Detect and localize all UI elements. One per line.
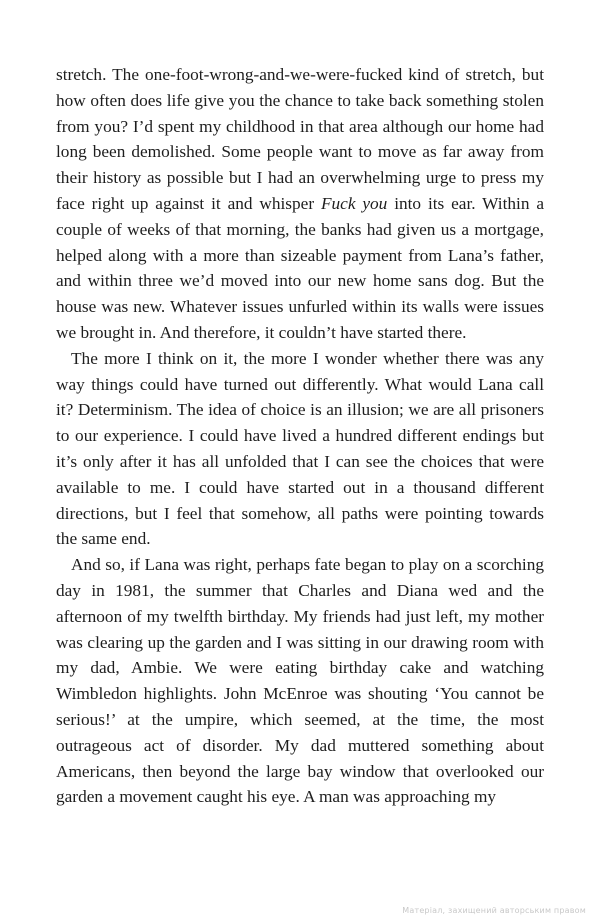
paragraph-3-text: And so, if Lana was right, perhaps fate began to play on a scorching day in 1981, the summer that Charles and Diana wed and the afternoon of my twelfth birthday. My friends had just left, my mother was clearing up the garden and I was sitting in our drawing room with my dad, Ambie. We were eating birthday cake and watching Wimbledon highlights. John McEnroe was shouting ‘You cannot be serious!’ at the umpire, which seemed, at the time, the most outrageous act of disorder. My dad muttered something about Americans, then beyond the large bay window that overlooked our garden a movement caught his eye. A man was approaching my xyxy=(56,555,544,807)
paragraph-3 xyxy=(56,552,544,810)
paragraph-2 xyxy=(56,346,544,552)
book-page-text xyxy=(56,62,544,810)
paragraph-1-italic-phrase: Fuck you xyxy=(320,193,388,213)
paragraph-1-part-2: into its ear. Within a couple of weeks of that morning, the banks had given us a mortgage, helped along with a more than sizeable payment from Lana’s father, and within three we’d moved into our new home sans dog. But the house was new. Whatever issues unfurled within its walls were issues we brought in. And therefore, it couldn’t have started there. xyxy=(56,193,544,342)
paragraph-2-text: The more I think on it, the more I wonder whether there was any way things could have turned out differently. What would Lana call it? Determinism. The idea of choice is an illusion; we are all prisoners to our experience. I could have lived a hundred different endings but it’s only after it has all unfolded that I can see the choices that were available to me. I could have started out in a thousand different directions, but I feel that somehow, all paths were pointing towards the same end. xyxy=(56,348,544,549)
paragraph-1-part-1: stretch. The one-foot-wrong-and-we-were-fucked kind of stretch, but how often does life give you the chance to take back something stolen from you? I’d spent my childhood in that area although our home had long been demolished. Some people want to move as far away from their history as possible but I had an overwhelming urge to press my face right up against it and whisper xyxy=(56,65,544,213)
paragraph-1 xyxy=(56,62,544,346)
copyright-watermark: Матеріал, захищений авторським правом xyxy=(402,906,586,915)
